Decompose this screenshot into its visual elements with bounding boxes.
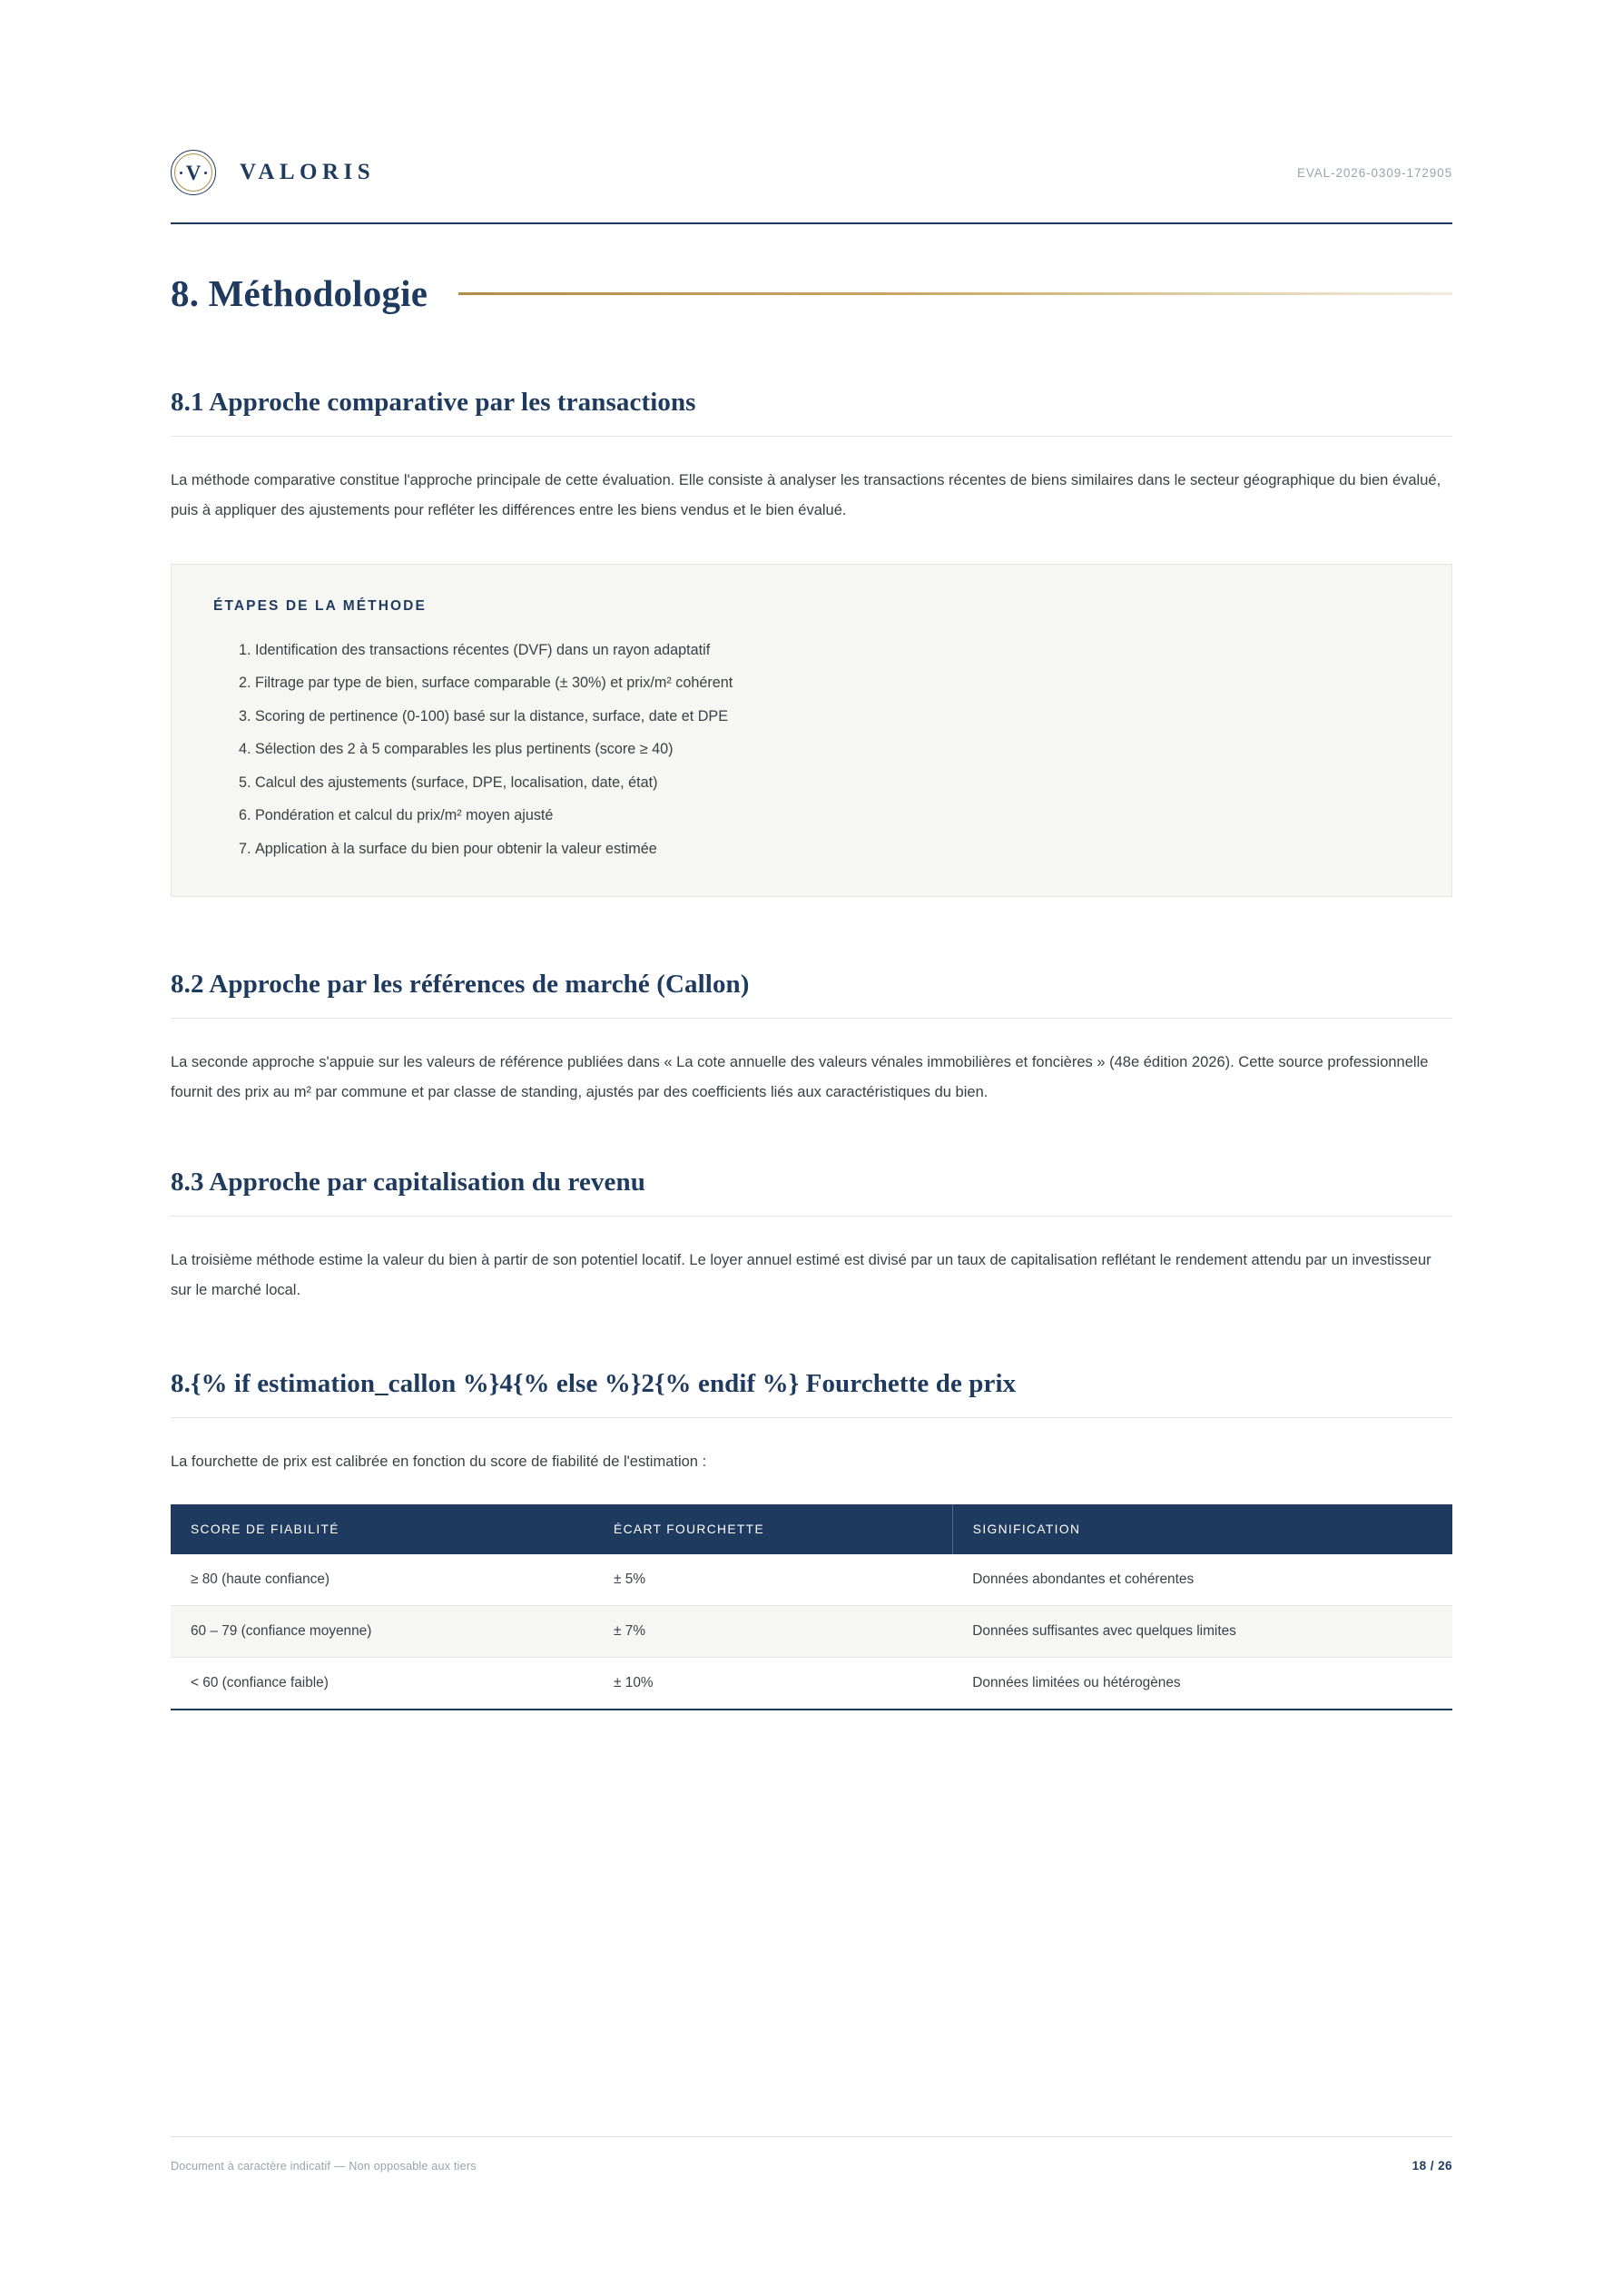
column-header-signification: SIGNIFICATION bbox=[952, 1504, 1452, 1554]
cell-signification: Données abondantes et cohérentes bbox=[952, 1554, 1452, 1606]
heading-8-4-divider bbox=[171, 1417, 1452, 1418]
column-header-ecart: ÉCART FOURCHETTE bbox=[594, 1504, 952, 1554]
brand bbox=[171, 150, 375, 195]
method-steps-list bbox=[213, 640, 1410, 860]
footer-note: Document à caractère indicatif — Non opposable aux tiers bbox=[171, 2160, 477, 2173]
list-item: 6. Pondération et calcul du prix/m² moyen ajusté bbox=[255, 805, 1410, 826]
cell-score: 60 – 79 (confiance moyenne) bbox=[171, 1606, 594, 1658]
table-header-row bbox=[171, 1504, 1452, 1554]
paragraph-8-4: La fourchette de prix est calibrée en fonction du score de fiabilité de l'estimation : bbox=[171, 1453, 707, 1471]
list-item: 7. Application à la surface du bien pour obtenir la valeur estimée bbox=[255, 839, 1410, 860]
heading-8-3: 8.3 Approche par capitalisation du revenu bbox=[171, 1168, 645, 1197]
table-row bbox=[171, 1554, 1452, 1606]
list-item: 1. Identification des transactions récentes (DVF) dans un rayon adaptatif bbox=[255, 640, 1410, 661]
table-row bbox=[171, 1606, 1452, 1658]
table-body bbox=[171, 1554, 1452, 1710]
footer-divider bbox=[171, 2136, 1452, 2137]
method-steps-callout bbox=[171, 564, 1452, 897]
section-title-accent-line bbox=[458, 292, 1452, 295]
column-header-score: SCORE DE FIABILITÉ bbox=[171, 1504, 594, 1554]
paragraph-8-2: La seconde approche s'appuie sur les valeurs de référence publiées dans « La cote annuelle des valeurs vénales immobilières et foncières » (48e édition 2026). Cette source professionnelle fournit des prix au m² par commune et par classe de standing, ajustés par des coefficients liés aux caractéristiques du bien. bbox=[171, 1054, 1429, 1101]
footer-row bbox=[171, 2159, 1452, 2173]
cell-signification: Données limitées ou hétérogènes bbox=[952, 1658, 1452, 1710]
heading-8-1: 8.1 Approche comparative par les transactions bbox=[171, 388, 696, 417]
cell-ecart: ± 5% bbox=[594, 1554, 952, 1606]
cell-ecart: ± 7% bbox=[594, 1606, 952, 1658]
heading-8-2-divider bbox=[171, 1018, 1452, 1019]
list-item: 2. Filtrage par type de bien, surface comparable (± 30%) et prix/m² cohérent bbox=[255, 673, 1410, 694]
document-reference: EVAL-2026-0309-172905 bbox=[1296, 165, 1452, 180]
heading-8-4: 8.{% if estimation_callon %}4{% else %}2{% endif %} Fourchette de prix bbox=[171, 1369, 1017, 1399]
logo-letter: V bbox=[185, 161, 202, 184]
footer-page-number: 18 / 26 bbox=[1412, 2159, 1452, 2173]
paragraph-8-3: La troisième méthode estime la valeur du bien à partir de son potentiel locatif. Le loyer annuel estimé est divisé par un taux de capitalisation reflétant le rendement attendu par un investisseur sur le marché local. bbox=[171, 1252, 1431, 1299]
document-footer bbox=[171, 2136, 1452, 2173]
header-divider bbox=[171, 222, 1452, 224]
callout-title: ÉTAPES DE LA MÉTHODE bbox=[213, 598, 427, 614]
heading-8-1-divider bbox=[171, 436, 1452, 437]
list-item: 3. Scoring de pertinence (0-100) basé sur la distance, surface, date et DPE bbox=[255, 706, 1410, 727]
reliability-range-table bbox=[171, 1504, 1452, 1710]
cell-signification: Données suffisantes avec quelques limites bbox=[952, 1606, 1452, 1658]
list-item: 5. Calcul des ajustements (surface, DPE, localisation, date, état) bbox=[255, 773, 1410, 793]
brand-name: VALORIS bbox=[240, 160, 376, 184]
cell-ecart: ± 10% bbox=[594, 1658, 952, 1710]
heading-8-2: 8.2 Approche par les références de marché (Callon) bbox=[171, 970, 750, 1000]
table-row bbox=[171, 1658, 1452, 1710]
page-title: 8. Méthodologie bbox=[171, 272, 428, 314]
cell-score: < 60 (confiance faible) bbox=[171, 1658, 594, 1710]
section-title-row bbox=[171, 271, 1452, 315]
valoris-logo-icon bbox=[171, 150, 216, 195]
cell-score: ≥ 80 (haute confiance) bbox=[171, 1554, 594, 1606]
list-item: 4. Sélection des 2 à 5 comparables les plus pertinents (score ≥ 40) bbox=[255, 739, 1410, 760]
paragraph-8-1: La méthode comparative constitue l'approche principale de cette évaluation. Elle consiste à analyser les transactions récentes de biens similaires dans le secteur géographique du bien évalué, puis à appliquer des ajustements pour refléter les différences entre les biens vendus et le bien évalué. bbox=[171, 472, 1441, 518]
document-header bbox=[171, 0, 1452, 207]
table-head bbox=[171, 1504, 1452, 1554]
heading-8-3-divider bbox=[171, 1216, 1452, 1217]
